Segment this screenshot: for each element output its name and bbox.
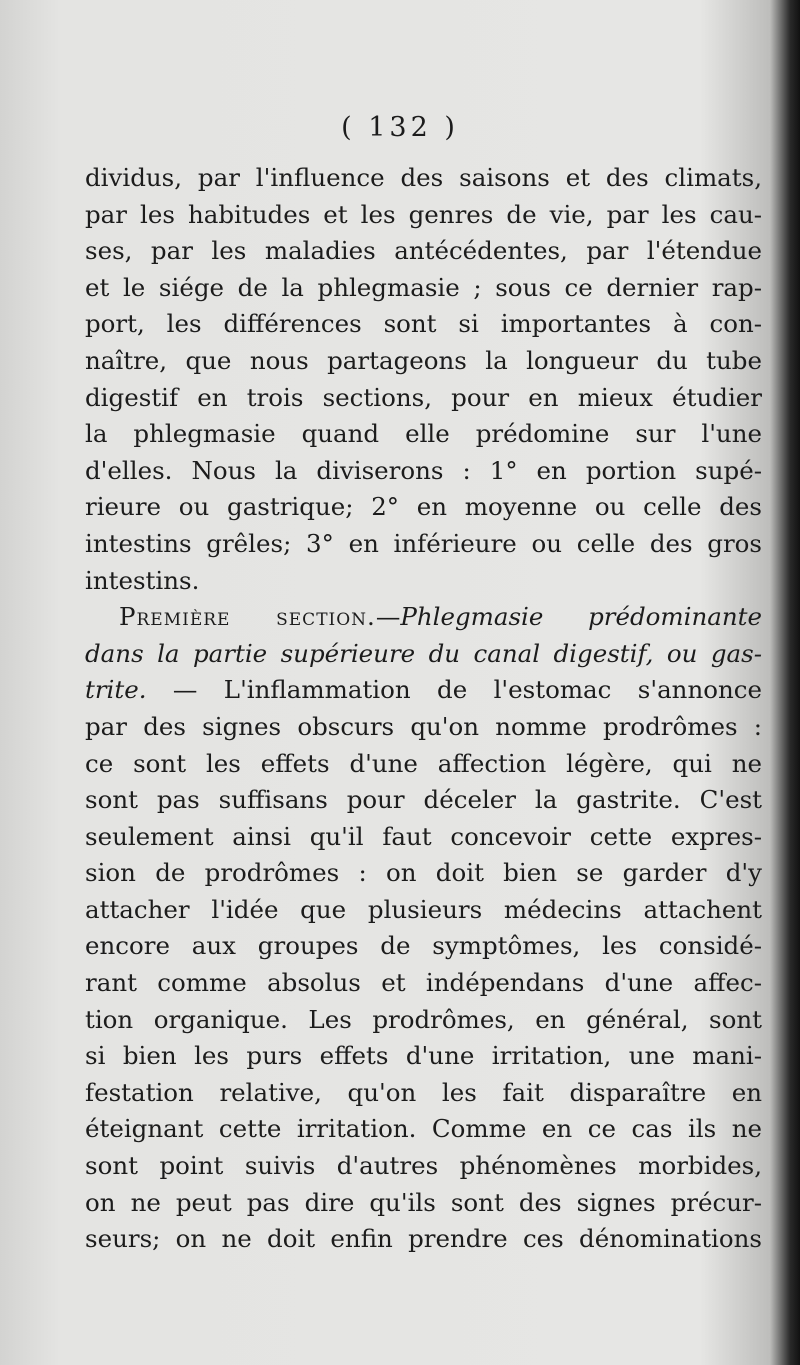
text-line: d'elles. Nous la diviserons : 1° en portion supé- (85, 455, 762, 485)
text-line: sont point suivis d'autres phénomènes morbides, (85, 1151, 762, 1181)
text-line: on ne peut pas dire qu'ils sont des signes précur- (85, 1187, 762, 1217)
section-heading-line (85, 599, 762, 636)
page-number: ( 132 ) (341, 112, 459, 143)
text-line: festation relative, qu'on les fait disparaître en (85, 1077, 762, 1107)
text-line: digestif en trois sections, pour en mieux étudier (85, 382, 762, 412)
text-line: rieure ou gastrique; 2° en moyenne ou celle des (85, 492, 762, 522)
text-line: la phlegmasie quand elle prédomine sur l'une (85, 419, 762, 449)
text-line: éteignant cette irritation. Comme en ce cas ils ne (85, 1114, 762, 1144)
section-text-start: — L'inflammation de l'estomac s'annonce (146, 675, 762, 705)
text-line: ce sont les effets d'une affection légère, qui ne (85, 748, 762, 778)
text-line: port, les différences sont si importantes à con- (85, 309, 762, 339)
text-line: par des signes obscurs qu'on nomme prodrômes : (85, 711, 762, 741)
body-text (85, 160, 762, 1258)
text-line: si bien les purs effets d'une irritation, une mani- (85, 1041, 762, 1071)
text-line: intestins. (85, 565, 200, 595)
text-line: tion organique. Les prodrômes, en général, sont (85, 1004, 762, 1034)
text-line: intestins grêles; 3° en inférieure ou celle des gros (85, 528, 762, 558)
section-title-part2: dans la partie supérieure du canal digestif, ou gas- (85, 638, 762, 668)
text-line: naître, que nous partageons la longueur du tube (85, 345, 762, 375)
text-line: dividus, par l'influence des saisons et des climats, (85, 163, 762, 192)
text-line: encore aux groupes de symptômes, les considé- (85, 931, 762, 961)
text-line: attacher l'idée que plusieurs médecins attachent (85, 894, 762, 924)
text-line: et le siége de la phlegmasie ; sous ce dernier rap- (85, 272, 762, 302)
text-line: seurs; on ne doit enfin prendre ces dénominations (85, 1224, 762, 1254)
section-title-part1: Phlegmasie prédominante (400, 602, 762, 632)
text-line: seulement ainsi qu'il faut concevoir cette expres- (85, 821, 762, 851)
section-title-part3: trite. (85, 675, 147, 705)
text-line: par les habitudes et les genres de vie, par les cau- (85, 199, 762, 229)
section-heading: Première section. (119, 602, 376, 632)
heading-dash: — (375, 602, 401, 632)
text-line: sont pas suffisans pour déceler la gastrite. C'est (85, 785, 762, 815)
section-title-end-line (85, 672, 762, 709)
text-line: rant comme absolus et indépendans d'une affec- (85, 968, 762, 998)
text-line: sion de prodrômes : on doit bien se garder d'y (85, 858, 762, 888)
text-line: ses, par les maladies antécédentes, par l'étendue (85, 236, 762, 266)
